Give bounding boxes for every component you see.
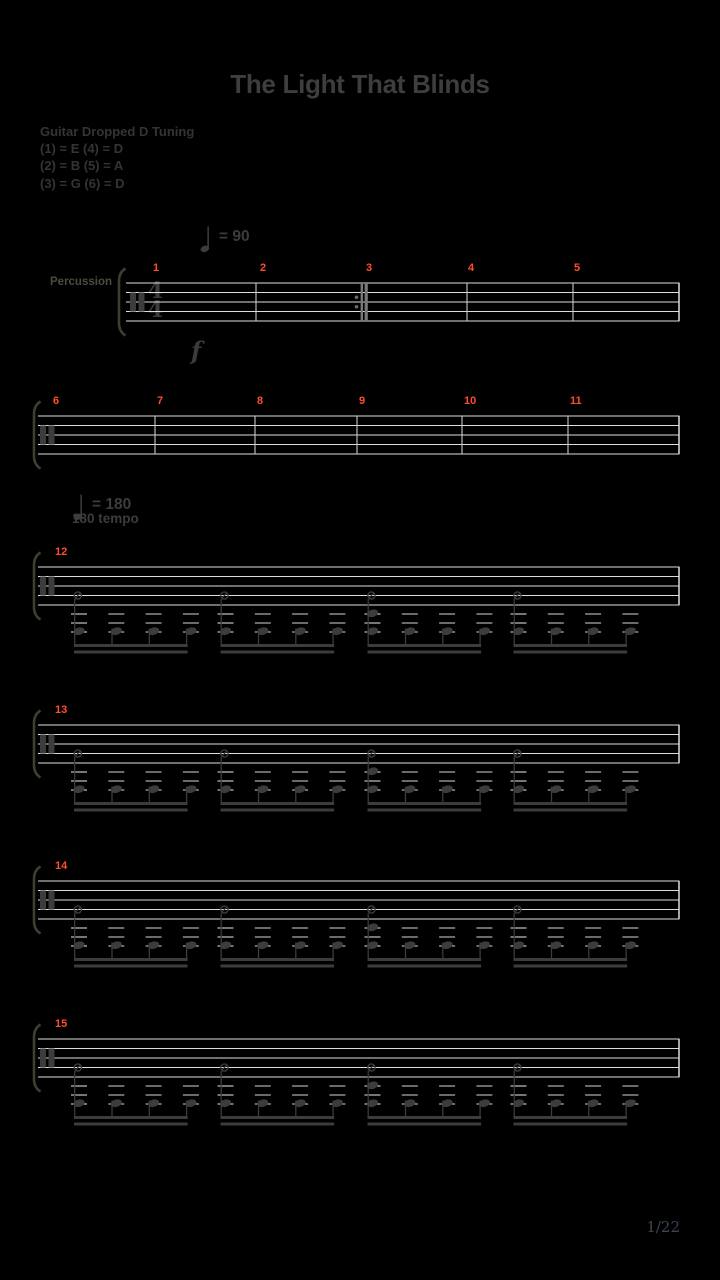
beam: [221, 958, 335, 961]
measure-number: 13: [55, 704, 68, 716]
beam: [514, 965, 628, 968]
staff-system: [34, 1025, 680, 1126]
beam: [74, 802, 188, 805]
beam: [368, 965, 482, 968]
beam: [74, 1123, 188, 1126]
measure-number: 8: [257, 395, 264, 407]
beam: [221, 644, 335, 647]
beam: [221, 1116, 335, 1119]
tuning-line: (1) = E (4) = D: [40, 141, 124, 157]
measure-number: 15: [55, 1018, 68, 1030]
beam: [221, 809, 335, 812]
beam: [514, 809, 628, 812]
measure[interactable]: [368, 279, 467, 325]
beam: [221, 802, 335, 805]
measure-number: 11: [570, 395, 582, 407]
beam: [74, 958, 188, 961]
measure[interactable]: [38, 1035, 680, 1081]
measure-number: 6: [53, 395, 60, 407]
staff-system: [34, 402, 680, 469]
measure[interactable]: [126, 279, 256, 325]
measure-number: 2: [260, 262, 267, 274]
staff-system: [119, 269, 680, 336]
measure[interactable]: [357, 412, 462, 458]
beam: [514, 1116, 628, 1119]
staff-system: [34, 867, 680, 968]
repeat-dot: [355, 305, 359, 309]
forte-dynamic: f: [191, 336, 202, 365]
repeat-barline: [361, 283, 363, 321]
beam: [74, 644, 188, 647]
beam: [221, 965, 335, 968]
beam: [514, 1123, 628, 1126]
measure-number: 9: [359, 395, 366, 407]
tempo-value: = 90: [219, 228, 250, 245]
repeat-dot: [355, 295, 359, 299]
beam: [514, 802, 628, 805]
beam: [514, 958, 628, 961]
beam: [74, 651, 188, 654]
beam: [74, 1116, 188, 1119]
beam: [368, 1123, 482, 1126]
measure[interactable]: [255, 412, 357, 458]
measure-number: 7: [157, 395, 164, 407]
staff-system: [34, 553, 680, 654]
measure-number: 4: [468, 262, 475, 274]
measure-number: 3: [366, 262, 373, 274]
beam: [368, 651, 482, 654]
measure-number: 1: [153, 262, 160, 274]
measure[interactable]: [38, 412, 155, 458]
tempo-caption: 180 tempo: [72, 511, 139, 526]
tempo-value: = 180: [92, 496, 132, 513]
measure[interactable]: [38, 721, 680, 767]
system-bracket: [119, 269, 126, 336]
beam: [368, 809, 482, 812]
beam: [221, 651, 335, 654]
measure[interactable]: [568, 412, 680, 458]
beam: [368, 802, 482, 805]
measure[interactable]: [573, 279, 680, 325]
repeat-barline: [365, 283, 368, 321]
tuning-line: (2) = B (5) = A: [40, 158, 124, 174]
measure[interactable]: [38, 877, 680, 923]
measure[interactable]: [155, 412, 255, 458]
page-title: The Light That Blinds: [230, 69, 490, 99]
beam: [514, 651, 628, 654]
beam: [368, 644, 482, 647]
measure[interactable]: [467, 279, 573, 325]
beam: [74, 965, 188, 968]
measure-number: 14: [55, 860, 68, 872]
tuning-line: Guitar Dropped D Tuning: [40, 124, 195, 139]
beam: [368, 958, 482, 961]
beam: [368, 1116, 482, 1119]
staff-system: [34, 711, 680, 812]
measure[interactable]: [38, 563, 680, 609]
beam: [74, 809, 188, 812]
beam: [221, 1123, 335, 1126]
measure-number: 5: [574, 262, 581, 274]
measure-number: 12: [55, 546, 68, 558]
measure-number: 10: [464, 395, 477, 407]
beam: [514, 644, 628, 647]
measure[interactable]: [256, 279, 368, 325]
instrument-label: Percussion: [50, 276, 112, 288]
page-indicator: 1/22: [646, 1218, 680, 1236]
measure[interactable]: [462, 412, 568, 458]
tuning-line: (3) = G (6) = D: [40, 175, 125, 191]
